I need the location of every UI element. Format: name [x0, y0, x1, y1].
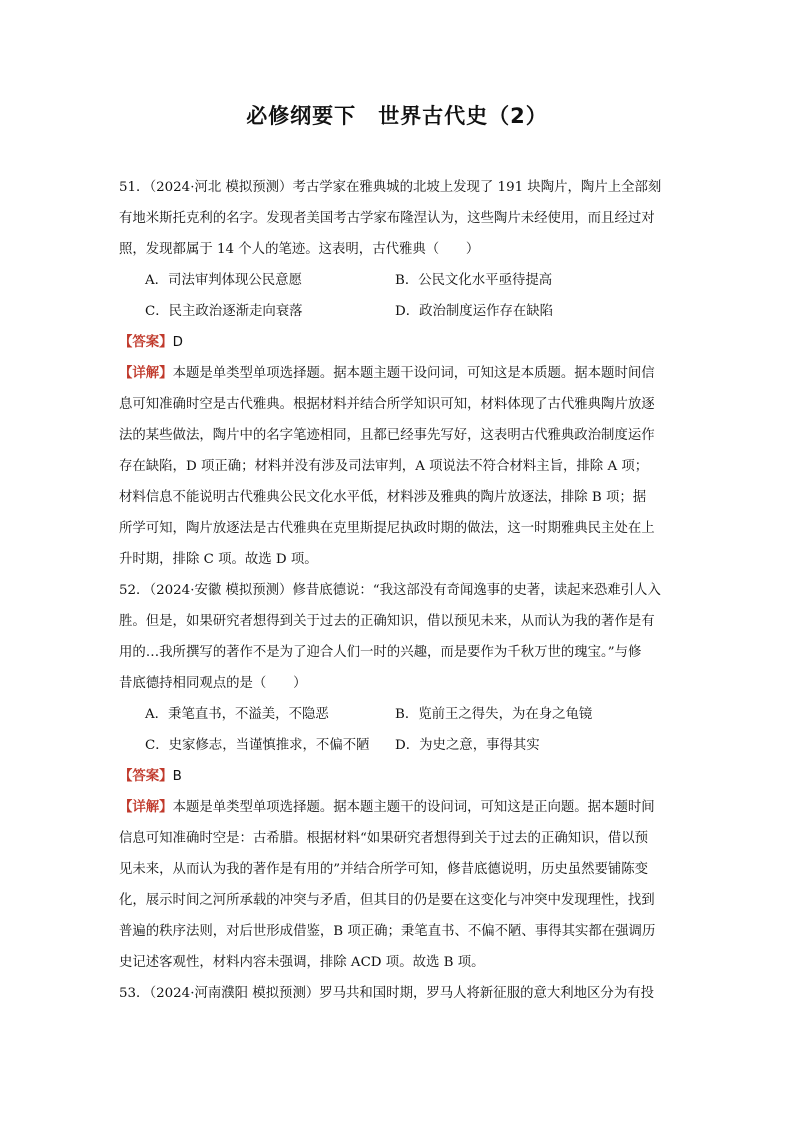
option-row: [119, 730, 677, 761]
option-d: D．政治制度运作存在缺陷: [395, 304, 554, 319]
question-stem-line: 51．（2024·河北 模拟预测）考古学家在雅典城的北坡上发现了 191 块陶片，陶片上全部刻: [119, 180, 662, 195]
question-stem-line: 照，发现都属于 14 个人的笔迹。这表明，古代雅典（ ）: [119, 242, 480, 257]
answer-line: [119, 761, 677, 792]
detail-line: 法的某些做法，陶片中的名字笔迹相同，且都已经事先写好，这表明古代雅典政治制度运作: [119, 428, 655, 443]
detail-line: [119, 792, 677, 823]
question-stem-line: 有地米斯托克利的名字。发现者美国考古学家布隆涅认为，这些陶片未经使用，而且经过对: [119, 211, 655, 226]
option-b: B．览前王之得失，为在身之龟镜: [395, 707, 593, 722]
answer-value: D: [172, 335, 183, 350]
detail-line: 见未来，从而认为我的著作是有用的”并结合所学可知，修昔底德说明，历史虽然要铺陈变: [119, 862, 649, 877]
question-stem-line: 53．（2024·河南濮阳 模拟预测）罗马共和国时期，罗马人将新征服的意大利地区分为有投: [119, 986, 654, 1001]
detail-line: [119, 358, 677, 389]
detail-text: 本题是单类型单项选择题。据本题主题干设问词，可知这是本质题。据本题时间信: [172, 366, 655, 381]
option-c: C．史家修志，当谨慎推求，不偏不陋: [145, 738, 370, 753]
question-stem-line: 胜。但是，如果研究者想得到关于过去的正确知识，借以预见未来，从而认为我的著作是有: [119, 614, 655, 629]
detail-line: 史记述客观性，材料内容未强调，排除 ACD 项。故选 B 项。: [119, 955, 485, 970]
detail-label: 【详解】: [119, 800, 173, 815]
page-title: [0, 100, 794, 130]
question-stem-line: 52．（2024·安徽 模拟预测）修昔底德说：“我这部没有奇闻逸事的史著，读起来恐难引人入: [119, 583, 661, 598]
detail-line: 普遍的秩序法则，对后世形成借鉴，B 项正确；秉笔直书、不偏不陋、事得其实都在强调历: [119, 924, 656, 939]
question-stem-line: 用的…我所撰写的著作不是为了迎合人们一时的兴趣，而是要作为千秋万世的瑰宝。”与修: [119, 645, 642, 660]
option-d: D．为史之意，事得其实: [395, 738, 540, 753]
answer-line: [119, 327, 677, 358]
detail-line: 息可知准确时空是古代雅典。根据材料并结合所学知识可知，材料体现了古代雅典陶片放逐: [119, 397, 655, 412]
detail-line: 存在缺陷，D 项正确；材料并没有涉及司法审判，A 项说法不符合材料主旨，排除 A 项；: [119, 459, 649, 474]
option-row: [119, 265, 677, 296]
option-row: [119, 296, 677, 327]
question-53: [119, 978, 677, 1009]
option-a: A．秉笔直书，不溢美，不隐恶: [145, 707, 329, 722]
detail-line: 所学可知，陶片放逐法是古代雅典在克里斯提尼执政时期的做法，这一时期雅典民主处在上: [119, 521, 655, 536]
detail-label: 【详解】: [119, 366, 173, 381]
detail-line: 化，展示时间之河所承载的冲突与矛盾，但其目的仍是要在这变化与冲突中发现理性，找到: [119, 893, 655, 908]
answer-label: 【答案】: [119, 769, 173, 784]
option-b: B．公民文化水平亟待提高: [395, 273, 553, 288]
question-stem-line: 昔底德持相同观点的是（ ）: [119, 676, 307, 691]
question-51: [119, 172, 677, 575]
question-52: [119, 575, 677, 978]
detail-line: 升时期，排除 C 项。故选 D 项。: [119, 552, 318, 567]
option-a: A．司法审判体现公民意愿: [145, 273, 302, 288]
answer-value: B: [172, 769, 182, 784]
answer-label: 【答案】: [119, 335, 173, 350]
question-list: [119, 172, 677, 1009]
option-c: C．民主政治逐渐走向衰落: [145, 304, 303, 319]
detail-line: 信息可知准确时空是：古希腊。根据材料“如果研究者想得到关于过去的正确知识，借以预: [119, 831, 649, 846]
detail-text: 本题是单类型单项选择题。据本题主题干的设问词，可知这是正向题。据本题时间: [172, 800, 655, 815]
title-left: 必修纲要下: [246, 104, 357, 128]
detail-line: 材料信息不能说明古代雅典公民文化水平低，材料涉及雅典的陶片放逐法，排除 B 项；据: [119, 490, 647, 505]
option-row: [119, 699, 677, 730]
title-right: 世界古代史（2）: [378, 104, 548, 128]
